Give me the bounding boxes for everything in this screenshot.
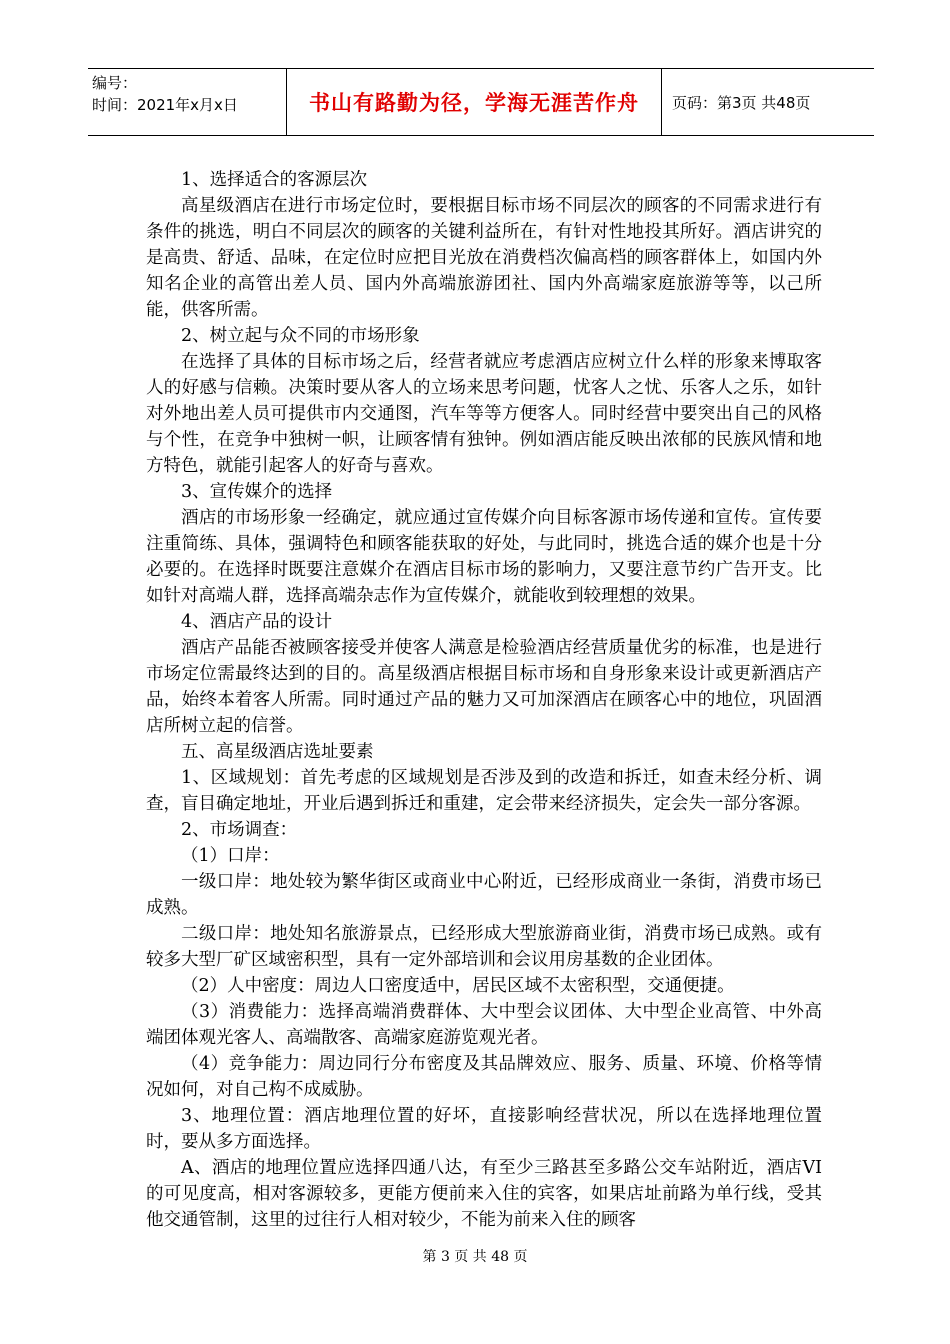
heading-2: 2、树立起与众不同的市场形象	[181, 326, 420, 346]
page-footer: 第 3 页 共 48 页	[422, 1249, 528, 1265]
list-item: （1）口岸：	[181, 846, 280, 866]
heading-3: 3、宣传媒介的选择	[181, 482, 333, 502]
paragraph: 酒店的市场形象一经确定，就应通过宣传媒介向目标客源市场传递和宣传。宣传要注重简练、具体，强调特色和顾客能获取的好处，与此同时，挑选合适的媒介也是十分必要的。在选择时既要注意媒介在酒店目标市场的影响力，又要注意节约广告开支。比如针对高端人群，选择高端杂志作为宣传媒介，就能收到较理想的效果。	[146, 508, 822, 606]
subheading: 2、市场调查：	[181, 820, 298, 840]
list-item: （2）人中密度：周边人口密度适中，居民区域不太密积型，交通便捷。	[181, 976, 735, 996]
heading-1: 1、选择适合的客源层次	[181, 170, 368, 190]
paragraph: 酒店产品能否被顾客接受并使客人满意是检验酒店经营质量优劣的标准，也是进行市场定位需最终达到的目的。高星级酒店根据目标市场和自身形象来设计或更新酒店产品，始终本着客人所需。同时通过产品的魅力又可加深酒店在顾客心中的地位，巩固酒店所树立起的信誉。	[146, 638, 822, 736]
paragraph: 二级口岸：地处知名旅游景点，已经形成大型旅游商业街，消费市场已成熟。或有较多大型厂矿区域密积型，具有一定外部培训和会议用房基数的企业团体。	[146, 924, 822, 970]
list-item: （4）竞争能力：周边同行分布密度及其品牌效应、服务、质量、环境、价格等情况如何，对自己构不成威胁。	[146, 1054, 822, 1100]
paragraph: 1、区域规划：首先考虑的区域规划是否涉及到的改造和拆迁，如查未经分析、调查，盲目确定地址，开业后遇到拆迁和重建，定会带来经济损失，定会失一部分客源。	[146, 768, 822, 814]
paragraph: 一级口岸：地处较为繁华街区或商业中心附近，已经形成商业一条街，消费市场已成熟。	[146, 872, 822, 918]
page-header	[88, 68, 874, 136]
heading-4: 4、酒店产品的设计	[181, 612, 333, 632]
header-meta	[88, 69, 286, 135]
time-label: 时间：2021年x月x日	[92, 96, 238, 114]
paragraph: 在选择了具体的目标市场之后，经营者就应考虑酒店应树立什么样的形象来博取客人的好感与信赖。决策时要从客人的立场来思考问题，忧客人之忧、乐客人之乐，如针对外地出差人员可提供市内交通图，汽车等等方便客人。同时经营中要突出自己的风格与个性，在竞争中独树一帜，让顾客情有独钟。例如酒店能反映出浓郁的民族风情和地方特色，就能引起客人的好奇与喜欢。	[146, 352, 822, 476]
list-item: （3）消费能力：选择高端消费群体、大中型会议团体、大中型企业高管、中外高端团体观光客人、高端散客、高端家庭游览观光者。	[146, 1002, 822, 1048]
document-body	[146, 167, 822, 1233]
paragraph: A、酒店的地理位置应选择四通八达，有至少三路甚至多路公交车站附近，酒店VI的可见度高，相对客源较多，更能方便前来入住的宾客，如果店址前路为单行线，受其他交通管制，这里的过往行人相对较少，不能为前来入住的顾客	[146, 1158, 822, 1230]
page-indicator: 页码：第3页 共48页	[672, 93, 811, 112]
motto-text: 书山有路勤为径，学海无涯苦作舟	[286, 69, 662, 135]
number-label: 编号：	[92, 74, 138, 92]
paragraph: 高星级酒店在进行市场定位时，要根据目标市场不同层次的顾客的不同需求进行有条件的挑选，明白不同层次的顾客的关键利益所在，有针对性地投其所好。酒店讲究的是高贵、舒适、品味，在定位时应把目光放在消费档次偏高档的顾客群体上，如国内外知名企业的高管出差人员、国内外高端旅游团社、国内外高端家庭旅游等等，以己所能，供客所需。	[146, 196, 822, 320]
section-heading: 五、高星级酒店选址要素	[181, 742, 374, 762]
paragraph: 3、地理位置：酒店地理位置的好坏，直接影响经营状况，所以在选择地理位置时，要从多方面选择。	[146, 1106, 822, 1152]
